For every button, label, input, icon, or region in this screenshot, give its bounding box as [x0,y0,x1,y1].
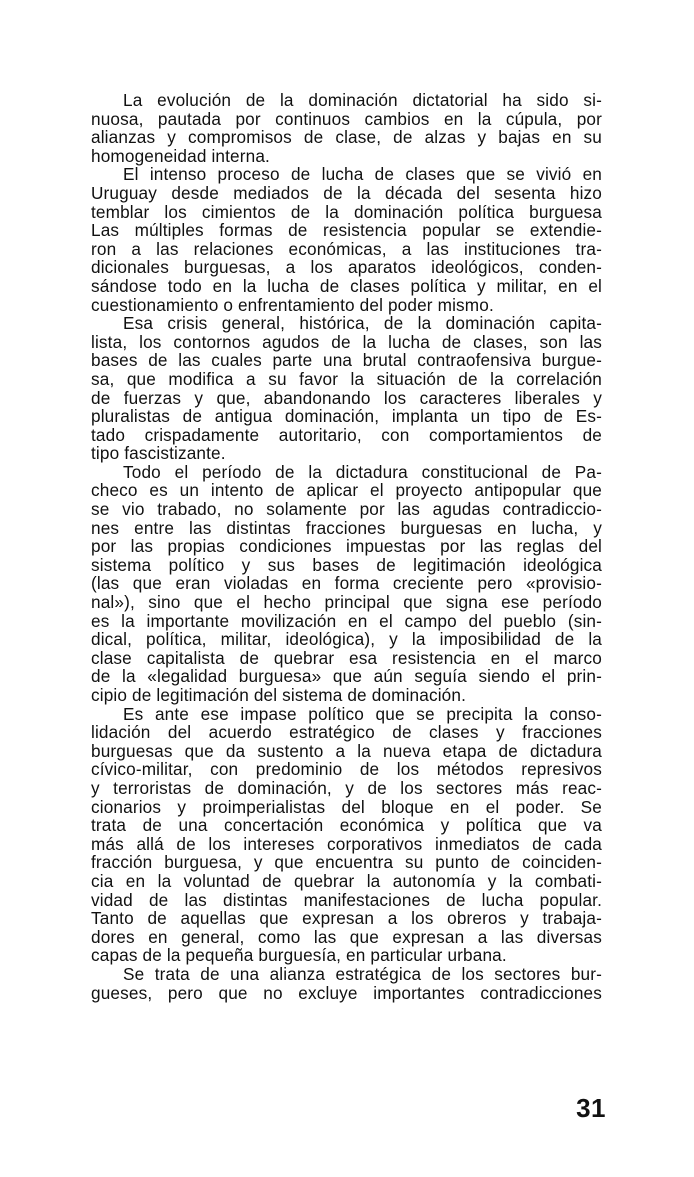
text-line: checo es un intento de aplicar el proyecto antipopular que [91,480,602,501]
text-line: nal»), sino que el hecho principal que signa ese período [91,592,602,613]
text-line: El intenso proceso de lucha de clases que se vivió en [123,164,602,185]
text-line: clase capitalista de quebrar esa resistencia en el marco [91,647,602,668]
text-line: sándose todo en la lucha de clases política y militar, en el [91,275,602,296]
text-line: sistema político y sus bases de legitimación ideológica [91,554,602,575]
text-line: Uruguay desde mediados de la década del sesenta hizo [91,182,602,203]
text-line: pluralistas de antigua dominación, implanta un tipo de Es- [91,406,602,427]
paragraph [91,314,602,463]
text-line: de la «legalidad burguesa» que aún seguía siendo el prin- [91,666,602,687]
text-line: sa, que modifica a su favor la situación de la correlación [91,368,602,389]
text-line: Es ante ese impase político que se precipita la conso- [123,703,602,724]
text-line: y terroristas de dominación, y de los sectores más reac- [91,777,602,798]
text-line: lidación del acuerdo estratégico de clases y fracciones [91,722,602,743]
text-line: tado crispadamente autoritario, con comportamientos de [91,424,602,445]
text-line: tipo fascistizante. [91,443,226,464]
text-line: vidad de las distintas manifestaciones de lucha popular. [91,889,602,910]
text-line: nuosa, pautada por continuos cambios en la cúpula, por [91,108,602,129]
text-line: cipio de legitimación del sistema de dominación. [91,685,467,705]
text-line: se vio trabado, no solamente por las agudas contradiccio- [91,499,602,520]
text-line: cívico-militar, con predominio de los métodos represivos [91,759,602,780]
paragraph [91,965,602,1002]
text-line: cia en la voluntad de quebrar la autonomía y la combati- [91,870,602,891]
text-line: bases de las cuales parte una brutal contraofensiva burgue- [91,350,602,371]
text-line: capas de la pequeña burguesía, en particular urbana. [91,945,507,966]
text-line: Se trata de una alianza estratégica de los sectores bur- [123,963,602,984]
text-line: cuestionamiento o enfrentamiento del poder mismo. [91,294,494,315]
text-line: por las propias condiciones impuestas por las reglas del [91,536,602,557]
text-line: Las múltiples formas de resistencia popular se extendie- [91,220,602,241]
paragraph [91,463,602,705]
text-line: trata de una concertación económica y política que va [91,815,602,836]
text-line: Todo el período de la dictadura constitucional de Pa- [123,461,602,482]
text-line: gueses, pero que no excluye importantes contradicciones [91,982,602,1003]
text-line: La evolución de la dominación dictatorial ha sido si- [123,90,602,110]
body-text [91,91,602,1002]
paragraph [91,165,602,314]
text-line: más allá de los intereses corporativos inmediatos de cada [91,833,602,854]
text-line: ron a las relaciones económicas, a las instituciones tra- [91,238,602,259]
text-line: fracción burguesa, y que encuentra su punto de coinciden- [91,852,602,873]
text-line: nes entre las distintas fracciones burguesas en lucha, y [91,517,602,538]
text-line: lista, los contornos agudos de la lucha de clases, son las [91,331,602,352]
text-line: homogeneidad interna. [91,145,270,166]
text-line: alianzas y compromisos de clase, de alzas y bajas en su [91,127,602,148]
page-number: 31 [576,1093,606,1123]
text-line: dicionales burguesas, a los aparatos ideológicos, conden- [91,257,602,278]
text-line: burguesas que da sustento a la nueva etapa de dictadura [91,740,602,761]
text-line: (las que eran violadas en forma creciente pero «provisio- [91,573,602,594]
text-line: Esa crisis general, histórica, de la dominación capita- [123,313,602,334]
text-line: dical, política, militar, ideológica), y la imposibilidad de la [91,629,602,650]
text-line: cionarios y proimperialistas del bloque en el poder. Se [91,796,602,817]
text-line: de fuerzas y que, abandonando los caracteres liberales y [91,387,602,408]
text-line: dores en general, como las que expresan a las diversas [91,926,602,947]
paragraph [91,705,602,965]
paragraph [91,91,602,165]
text-line: es la importante movilización en el campo del pueblo (sin- [91,610,602,631]
text-line: Tanto de aquellas que expresan a los obreros y trabaja- [91,908,602,929]
text-line: temblar los cimientos de la dominación política burguesa [91,201,602,222]
